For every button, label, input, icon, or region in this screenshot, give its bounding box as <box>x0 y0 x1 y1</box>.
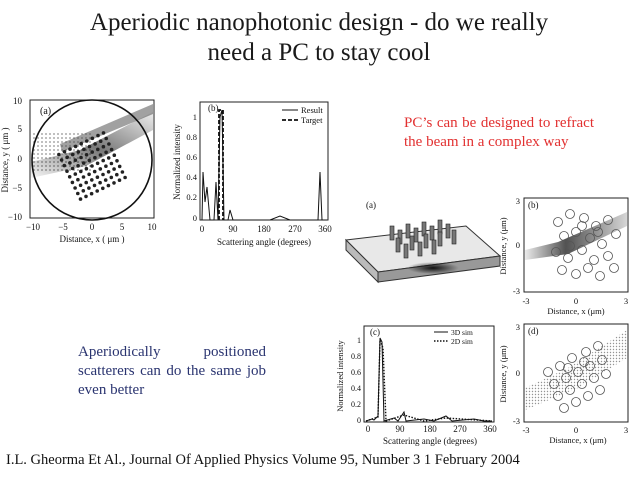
figure-b-xtick-270: 270 <box>288 224 302 234</box>
figure-c-ylabel: Normalized intensity <box>335 340 345 412</box>
figure-b-xtick-0: 0 <box>199 224 205 234</box>
scatterer-dot <box>123 176 127 180</box>
scatterer-dot <box>88 145 92 149</box>
scatterer-dot <box>95 189 99 193</box>
pillar <box>404 244 408 258</box>
scatterer-dot <box>96 134 100 138</box>
scatterer-dot <box>99 167 103 171</box>
scatterer-dot <box>93 184 97 188</box>
figure-b-small-ylabel: Distance, y (μm) <box>498 217 508 275</box>
figure-b-ytick-06: 0.6 <box>186 152 197 162</box>
scatterer-dot <box>74 172 78 176</box>
title-line-2: need a PC to stay cool <box>207 39 431 66</box>
figure-b-small-xtick-3: 3 <box>623 296 629 306</box>
figure-3d-beam-spot <box>407 262 459 274</box>
figure-b-legend-target: Target <box>301 115 323 125</box>
scatterer-dot <box>63 164 67 168</box>
figure-d-ytick-3: 3 <box>515 322 520 332</box>
scatterer-dot <box>107 156 111 160</box>
scatterer-dot <box>93 142 97 146</box>
figure-b-ytick-1: 1 <box>192 112 197 122</box>
figure-b-small-xlabel: Distance, x (μm) <box>547 306 605 316</box>
scatterer-dot <box>79 156 83 160</box>
scatterer-dot <box>115 159 119 163</box>
figure-d-ytick-m3: -3 <box>512 416 520 426</box>
scatterer-dot <box>96 162 100 166</box>
scatterer-dot <box>85 153 89 157</box>
scatterer-dot <box>79 197 83 201</box>
scatterer-dot <box>110 148 114 152</box>
figure-a-xtick-m10: −10 <box>25 222 41 232</box>
scatterer-dot <box>93 156 97 160</box>
figure-c-ytick-04: 0.4 <box>351 384 361 393</box>
figure-c-ytick-1: 1 <box>357 336 361 345</box>
scatterer-dot <box>101 173 105 177</box>
figure-c-intensity-plot <box>334 320 504 450</box>
scatterer-dot <box>110 176 114 180</box>
figure-b-label: (b) <box>208 103 219 113</box>
figure-c-ytick-08: 0.8 <box>351 352 361 361</box>
scatterer-dot <box>102 131 106 135</box>
figure-d-field-map <box>498 318 638 446</box>
scatterer-dot <box>87 186 91 190</box>
figure-a-xtick-m5: −5 <box>58 222 68 232</box>
scatterer-dot <box>74 145 78 149</box>
pillar <box>418 242 422 256</box>
title-line-1: Aperiodic nanophotonic design - do we really <box>89 9 549 36</box>
pillar <box>430 226 434 240</box>
figure-3d-label: (a) <box>366 200 376 210</box>
scatterer-dot <box>113 153 117 157</box>
scatterer-dot <box>99 139 103 143</box>
figure-b-small-field-map <box>498 192 638 317</box>
scatterer-dot <box>68 147 72 151</box>
scatterer-dot <box>71 167 75 171</box>
scatterer-dot <box>85 167 89 171</box>
scatterer-dot <box>96 148 100 152</box>
figure-a-xtick-0: 0 <box>89 222 95 232</box>
figure-b-small-ytick-0: 0 <box>515 240 520 250</box>
scatterer-dot <box>57 153 61 157</box>
scatterer-dot <box>85 139 89 143</box>
scatterer-dot <box>76 164 80 168</box>
figure-a-ytick-10: 10 <box>13 96 22 106</box>
scatterer-dot <box>104 164 108 168</box>
scatterer-dot <box>104 151 108 155</box>
figure-a-xtick-10: 10 <box>147 222 157 232</box>
figure-c-xtick-90: 90 <box>395 424 405 434</box>
scatterer-dot <box>84 181 88 185</box>
figure-d-xlabel: Distance, x (μm) <box>549 435 607 445</box>
scatterer-dot <box>82 148 86 152</box>
scatterer-dot <box>82 175 86 179</box>
pc-refraction-note: PC’s can be designed to refract the beam in a complex way <box>404 115 594 150</box>
scatterer-dot <box>107 170 111 174</box>
figure-c-label: (c) <box>370 327 380 337</box>
scatterer-dot <box>107 184 111 188</box>
figure-c-ytick-02: 0.2 <box>351 400 361 409</box>
figure-d-ylabel: Distance, y (μm) <box>498 345 508 403</box>
scatterer-dot <box>90 178 94 182</box>
figure-b-xtick-180: 180 <box>257 224 271 234</box>
pillar <box>452 230 456 244</box>
figure-c-xlabel: Scattering angle (degrees) <box>383 436 477 446</box>
figure-a-scatterer-map <box>0 92 168 252</box>
pillar <box>424 234 428 248</box>
scatterer-dot <box>118 165 122 169</box>
figure-3d-slab <box>338 198 508 298</box>
scatterer-dot <box>82 161 86 165</box>
figure-b-ytick-02: 0.2 <box>186 192 197 202</box>
scatterer-dot <box>71 153 75 157</box>
figure-d-xtick-3: 3 <box>623 425 629 435</box>
scatterer-dot <box>101 187 105 191</box>
pillar <box>446 224 450 238</box>
figure-a-ytick-5: 5 <box>17 124 22 134</box>
slide-title <box>0 8 638 68</box>
pillar <box>432 240 436 254</box>
scatterer-dot <box>110 162 114 166</box>
scatterer-dot <box>102 145 106 149</box>
scatterer-dot <box>65 169 69 173</box>
scatterer-dot <box>115 173 119 177</box>
scatterer-dot <box>93 170 97 174</box>
pillar <box>396 238 400 252</box>
figure-b-small-xtick-m3: -3 <box>522 296 530 306</box>
figure-b-ytick-08: 0.8 <box>186 132 197 142</box>
figure-a-ytick-m5: −5 <box>12 183 22 193</box>
scatterer-dot <box>68 175 72 179</box>
scatterer-dot <box>63 150 67 154</box>
scatterer-dot <box>121 170 125 174</box>
scatterer-dot <box>112 167 116 171</box>
figure-b-xtick-360: 360 <box>318 224 332 234</box>
pillar <box>406 224 410 238</box>
figure-a-ytick-m10: −10 <box>7 212 22 222</box>
figure-b-small-xtick-0: 0 <box>573 296 579 306</box>
figure-d-xtick-0: 0 <box>573 425 579 435</box>
scatterer-dot <box>112 181 116 185</box>
citation: I.L. Gheorma Et Al., Journal Of Applied Physics Volume 95, Number 3 1 February 2004 <box>6 452 520 468</box>
scatterer-dot <box>91 137 95 141</box>
scatterer-dot <box>96 175 100 179</box>
figure-b-small-ytick-3: 3 <box>515 196 520 206</box>
scatterer-dot <box>104 137 108 141</box>
scatterer-dot <box>82 189 86 193</box>
scatterer-dot <box>99 153 103 157</box>
scatterer-dot <box>79 142 83 146</box>
scatterer-dot <box>101 159 105 163</box>
scatterer-dot <box>90 164 94 168</box>
figure-b-intensity-plot <box>170 92 342 257</box>
figure-d-ytick-0: 0 <box>515 368 520 378</box>
scatterer-dot <box>90 192 94 196</box>
scatterer-dot <box>90 150 94 154</box>
scatterer-dot <box>87 173 91 177</box>
pillar <box>390 226 394 240</box>
scatterer-dot <box>107 142 111 146</box>
figure-b-legend-result: Result <box>301 105 323 115</box>
figure-d-xtick-m3: -3 <box>522 425 530 435</box>
scatterer-dot <box>76 178 80 182</box>
figure-c-xtick-180: 180 <box>423 424 437 434</box>
figure-c-xtick-360: 360 <box>483 424 497 434</box>
figure-b-xlabel: Scattering angle (degrees) <box>217 237 311 247</box>
pillar <box>410 236 414 250</box>
pillar <box>438 232 442 246</box>
pillar <box>414 228 418 242</box>
scatterer-dot <box>79 184 83 188</box>
scatterer-dot <box>60 158 64 162</box>
scatterer-dot <box>104 178 108 182</box>
scatterer-dot <box>84 195 88 199</box>
figure-b-xtick-90: 90 <box>228 224 238 234</box>
scatterer-dot <box>68 161 72 165</box>
figure-c-xtick-0: 0 <box>365 424 371 434</box>
figure-c-ytick-0: 0 <box>357 416 361 425</box>
aperiodic-scatterers-note: Aperiodically positioned scatterers can do the same job even better <box>78 344 266 398</box>
figure-b-ytick-04: 0.4 <box>186 172 197 182</box>
figure-b-small-ytick-m3: -3 <box>512 286 520 296</box>
figure-c-xtick-270: 270 <box>453 424 467 434</box>
figure-c-ytick-06: 0.6 <box>351 368 361 377</box>
figure-d-label: (d) <box>528 326 539 336</box>
figure-b-ytick-0: 0 <box>192 213 197 223</box>
figure-a-xtick-5: 5 <box>119 222 125 232</box>
scatterer-dot <box>71 181 75 185</box>
scatterer-dot <box>74 158 78 162</box>
figure-c-legend-2d: 2D sim <box>451 337 473 346</box>
scatterer-dot <box>73 186 77 190</box>
scatterer-dot <box>79 170 83 174</box>
figure-b-ylabel: Normalized intensity <box>172 124 182 200</box>
figure-b-small-label: (b) <box>528 200 539 210</box>
figure-a-xlabel: Distance, x ( μm ) <box>59 234 125 244</box>
figure-a-ylabel: Distance, y ( μm ) <box>0 127 10 193</box>
figure-a-ytick-0: 0 <box>17 154 22 164</box>
scatterer-dot <box>98 181 102 185</box>
scatterer-dot <box>88 159 92 163</box>
figure-c-legend-3d: 3D sim <box>451 328 473 337</box>
scatterer-dot <box>76 192 80 196</box>
scatterer-dot <box>65 156 69 160</box>
scatterer-dot <box>118 178 122 182</box>
scatterer-dot <box>77 150 81 154</box>
figure-a-label: (a) <box>40 106 52 117</box>
